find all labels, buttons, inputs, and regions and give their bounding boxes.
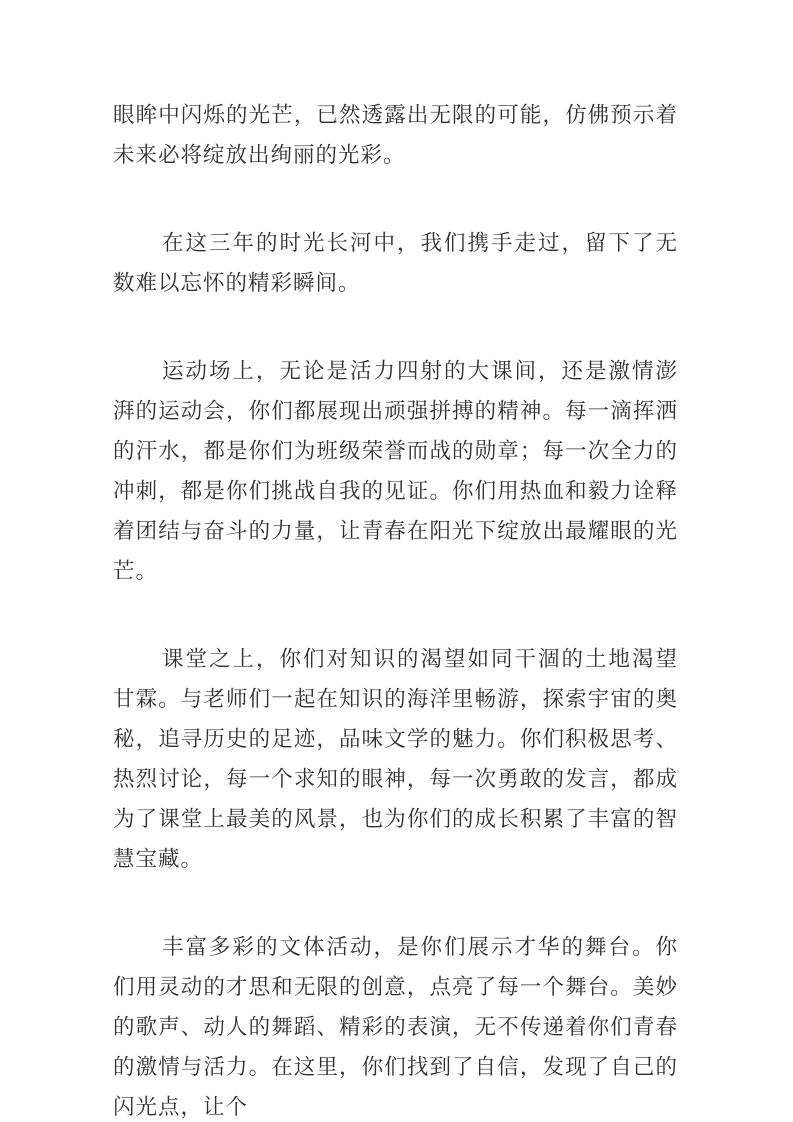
paragraph-5: 丰富多彩的文体活动，是你们展示才华的舞台。你们用灵动的才思和无限的创意，点亮了每一个舞台。美妙的歌声、动人的舞蹈、精彩的表演，无不传递着你们青春的激情与活力。在这里，你们找到了自信，发现了自己的闪光点，让个 — [113, 935, 678, 1119]
paragraph-4: 课堂之上，你们对知识的渴望如同干涸的土地渴望甘霖。与老师们一起在知识的海洋里畅游，探索宇宙的奥秘，追寻历史的足迹，品味文学的魅力。你们积极思考、热烈讨论，每一个求知的眼神，每一次勇敢的发言，都成为了课堂上最美的风景，也为你们的成长积累了丰富的智慧宝藏。 — [113, 647, 678, 871]
paragraph-2: 在这三年的时光长河中，我们携手走过，留下了无数难以忘怀的精彩瞬间。 — [113, 231, 678, 295]
paragraph-3: 运动场上，无论是活力四射的大课间，还是激情澎湃的运动会，你们都展现出顽强拼搏的精神。每一滴挥洒的汗水，都是你们为班级荣誉而战的勋章；每一次全力的冲刺，都是你们挑战自我的见证。你们用热血和毅力诠释着团结与奋斗的力量，让青春在阳光下绽放出最耀眼的光芒。 — [113, 359, 678, 583]
paragraph-1: 眼眸中闪烁的光芒，已然透露出无限的可能，仿佛预示着未来必将绽放出绚丽的光彩。 — [113, 103, 678, 167]
